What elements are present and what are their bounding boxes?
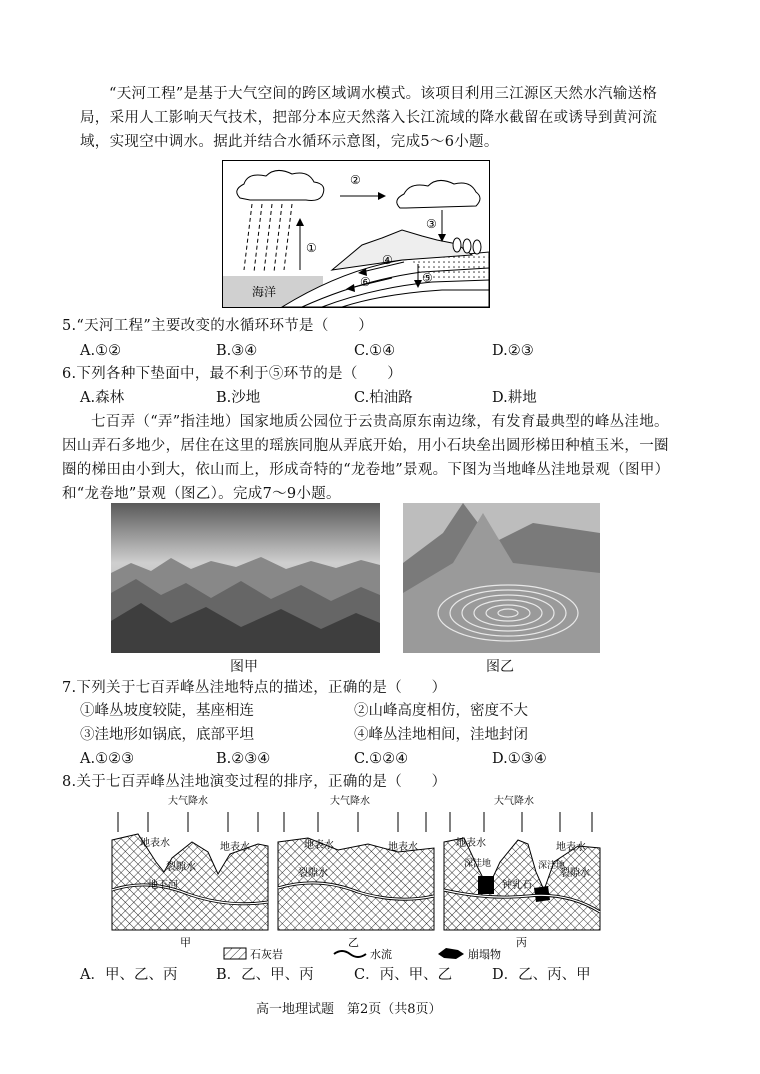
panel-bing-label-3: 深洼地 (464, 859, 492, 869)
q6-option-b[interactable]: B.沙地 (216, 390, 261, 406)
photo-jia-caption: 图甲 (230, 659, 258, 675)
label-4: ④ (382, 253, 393, 267)
sea-label: 海洋 (252, 285, 277, 299)
q7-item-4: ④峰丛洼地相间，洼地封闭 (354, 727, 528, 743)
panel-bing-label-1: 地表水 (456, 838, 486, 849)
q5-option-c[interactable]: C.①④ (354, 343, 396, 359)
passage-2: 七百弄（“弄”指洼地）国家地质公园位于云贵高原东南边缘，有发育最典型的峰丛洼地。因山弄石多地少，居住在这里的瑶族同胞从弄底开始，用小石块垒出圆形梯田种植玉米，一圈圈的梯田由小到大，依山而上，形成奇特的“龙卷地”景观。下图为当地峰丛洼地景观（图甲）和“龙卷地”景观（图乙）。完成7～9小题。 (62, 414, 670, 502)
q8-stem: 8.关于七百弄峰丛洼地演变过程的排序，正确的是（ ） (62, 774, 447, 790)
panel-yi-label-1: 地表水 (304, 840, 334, 851)
q6-option-d[interactable]: D.耕地 (492, 390, 537, 406)
panel-yi-rain: 大气降水 (330, 796, 370, 807)
legend (224, 947, 501, 961)
panel-bing-label-5: 钟乳石 (502, 880, 532, 891)
panel-jia-label-3: 裂隙水 (166, 862, 196, 873)
q6-option-a[interactable]: A.森林 (80, 390, 125, 406)
q7-option-b[interactable]: B.②③④ (216, 751, 271, 767)
photo-yi (403, 503, 600, 653)
panel-bing-label-4: 深洼地 (538, 861, 566, 871)
panel-jia (112, 794, 268, 949)
q5-option-d[interactable]: D.②③ (492, 343, 534, 359)
panel-bing-label-6: 裂隙水 (560, 868, 590, 879)
panel-yi-label-3: 裂隙水 (298, 868, 328, 879)
q7-item-1: ①峰丛坡度较陡，基座相连 (80, 703, 254, 719)
panel-jia-rain: 大气降水 (168, 796, 208, 807)
panel-jia-name: 甲 (180, 936, 191, 949)
panel-bing-label-2: 地表水 (556, 842, 586, 853)
collapse-debris (478, 876, 494, 894)
q5-stem: 5.“天河工程”主要改变的水循环环节是（ ） (62, 318, 374, 334)
legend-limestone: 石灰岩 (250, 948, 283, 961)
legend-debris: 崩塌物 (468, 948, 501, 961)
q8-option-b[interactable]: B．乙、甲、丙 (216, 967, 314, 983)
q7-option-d[interactable]: D.①③④ (492, 751, 547, 767)
q5-option-b[interactable]: B.③④ (216, 343, 258, 359)
photo-jia (111, 503, 380, 653)
label-5: ⑤ (422, 271, 433, 285)
panel-jia-label-1: 地表水 (140, 838, 170, 849)
q7-option-a[interactable]: A.①②③ (80, 751, 135, 767)
water-cycle-diagram (222, 160, 490, 308)
q5-option-a[interactable]: A.①② (80, 343, 122, 359)
q7-option-c[interactable]: C.①②④ (354, 751, 409, 767)
label-3: ③ (426, 217, 437, 231)
q6-option-c[interactable]: C.柏油路 (354, 390, 413, 406)
q7-stem: 7.下列关于七百弄峰丛洼地特点的描述，正确的是（ ） (62, 680, 447, 696)
passage-1: “天河工程”是基于大气空间的跨区域调水模式。该项目利用三江源区天然水汽输送格局，采用人工影响天气技术，把部分本应天然落入长江流域的降水截留在或诱导到黄河流域，实现空中调水。据此并结合水循环示意图，完成5～6小题。 (80, 86, 658, 150)
label-1: ① (306, 241, 317, 255)
q7-item-2: ②山峰高度相仿，密度不大 (354, 703, 528, 719)
panel-bing (444, 794, 600, 949)
q8-option-a[interactable]: A．甲、乙、丙 (80, 967, 178, 983)
q7-item-3: ③洼地形如锅底，底部平坦 (80, 727, 254, 743)
panel-bing-rain: 大气降水 (494, 796, 534, 807)
panel-jia-label-4: 地下河 (148, 880, 178, 891)
page-footer: 高一地理试题 第2页（共8页） (256, 1002, 442, 1017)
panel-yi-label-2: 地表水 (388, 842, 418, 853)
panel-bing-name: 丙 (516, 936, 527, 949)
panel-yi (278, 794, 434, 949)
label-2: ② (350, 173, 361, 187)
panel-jia-label-2: 地表水 (220, 842, 250, 853)
photo-yi-caption: 图乙 (486, 659, 514, 675)
tree-icon (453, 238, 481, 254)
panel-yi-name: 乙 (348, 936, 359, 949)
q8-option-c[interactable]: C．丙、甲、乙 (354, 967, 453, 983)
legend-water: 水流 (370, 948, 392, 961)
q8-option-d[interactable]: D．乙、丙、甲 (492, 967, 591, 983)
karst-evolution-diagram (108, 792, 604, 962)
q6-stem: 6.下列各种下垫面中，最不利于⑤环节的是（ ） (62, 366, 403, 382)
label-6: ⑥ (360, 275, 371, 289)
